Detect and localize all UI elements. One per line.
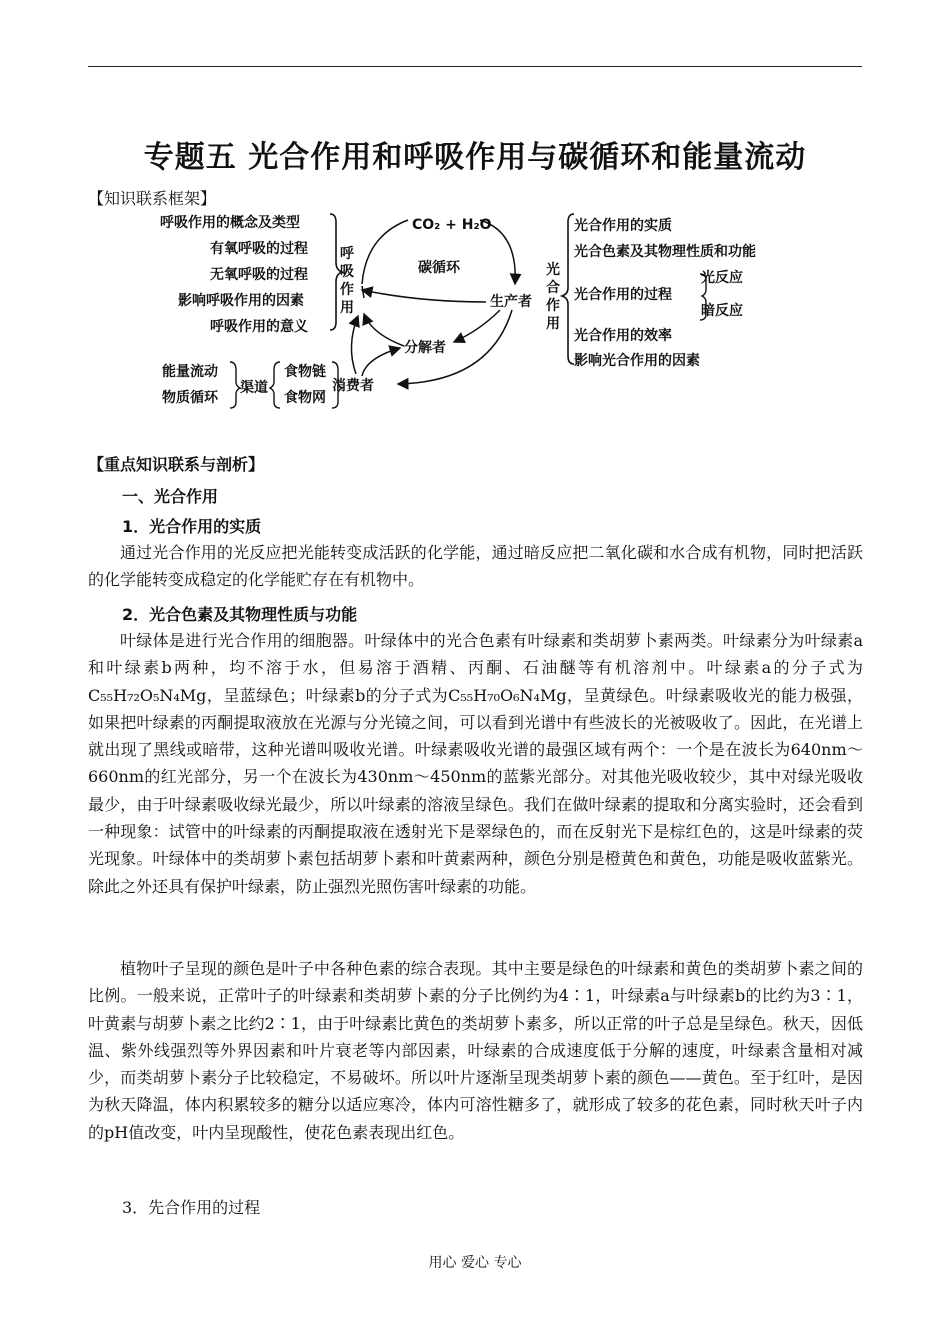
arrow-producer-to-respiration xyxy=(362,290,486,302)
paragraph-3: 植物叶子呈现的颜色是叶子中各种色素的综合表现。其中主要是绿色的叶绿素和黄色的类胡萝卜素之间的比例。一般来说，正常叶子的叶绿素和类胡萝卜素的分子比例约为4∶1，叶绿素a与叶绿素b的比约为3∶1，叶黄素与胡萝卜素之比约2∶1，由于叶绿素比黄色的类胡萝卜素多，所以正常的叶子总是呈绿色。秋天，因低温、紫外线强烈等外界因素和叶片衰老等内部因素，叶绿素的合成速度低于分解的速度，叶绿素含量相对减少，而类胡萝卜素分子比较稳定，不易破坏。所以叶片逐渐呈现类胡萝卜素的颜色——黄色。至于红叶，是因为秋天降温，体内积累较多的糖分以适应寒冷，体内可溶性糖多了，就形成了较多的花色素，同时秋天叶子内的pH值改变，叶内呈现酸性，使花色素表现出红色。 xyxy=(88,959,863,1142)
subheading-3: 3．先合作用的过程 xyxy=(122,1198,261,1217)
page-footer: 用心 爱心 专心 xyxy=(428,1255,522,1271)
photo-topic-5: 影响光合作用的因素 xyxy=(574,353,700,369)
subheading-2: 2．光合色素及其物理性质与功能 xyxy=(122,605,358,624)
channel-label: 渠道 xyxy=(240,380,268,396)
arrow-consumer-to-respiration xyxy=(351,316,358,374)
decomposer-label: 分解者 xyxy=(404,340,446,356)
part-heading: 一、光合作用 xyxy=(122,487,219,506)
energy-brace xyxy=(230,362,240,408)
energy-flow-label: 能量流动 xyxy=(162,364,218,380)
arrow-respiration-stem xyxy=(362,286,364,298)
photo-label-2: 合 xyxy=(546,280,560,296)
resp-topic-4: 影响呼吸作用的因素 xyxy=(178,293,304,309)
resp-topic-2: 有氧呼吸的过程 xyxy=(210,241,308,257)
arrow-producer-to-decomposer xyxy=(454,310,500,342)
section-heading: 【重点知识联系与剖析】 xyxy=(88,455,265,474)
resp-topic-3: 无氧呼吸的过程 xyxy=(210,267,308,283)
consumer-label: 消费者 xyxy=(332,378,374,394)
arrow-respiration-to-co2 xyxy=(362,220,408,284)
page-title: 专题五 光合作用和呼吸作用与碳循环和能量流动 xyxy=(143,140,807,175)
channel-brace xyxy=(270,362,280,408)
resp-label-2: 吸 xyxy=(340,264,354,280)
paragraph-2: 叶绿体是进行光合作用的细胞器。叶绿体中的光合色素有叶绿素和类胡萝卜素两类。叶绿素分为叶绿素a和叶绿素b两种，均不溶于水，但易溶于酒精、丙酮、石油醚等有机溶剂中。叶绿素a的分子式为C₅₅H₇₂O₅N₄Mg，呈蓝绿色；叶绿素b的分子式为C₅₅H₇₀O₆N₄Mg，呈黄绿色。叶绿素吸收光的能力极强，如果把叶绿素的丙酮提取液放在光源与分光镜之间，可以看到光谱中有些波长的光被吸收了。因此，在光谱上就出现了黑线或暗带，这种光谱叫吸收光谱。叶绿素吸收光谱的最强区域有两个：一个是在波长为640nm～660nm的红光部分，另一个在波长为430nm～450nm的蓝紫光部分。对其他光吸收较少，其中对绿光吸收最少，由于叶绿素吸收绿光最少，所以叶绿素的溶液呈绿色。我们在做叶绿素的提取和分离实验时，还会看到一种现象：试管中的叶绿素的丙酮提取液在透射光下是翠绿色的，而在反射光下是棕红色的，这是叶绿素的荧光现象。叶绿体中的类胡萝卜素包括胡萝卜素和叶黄素两种，颜色分别是橙黄色和黄色，功能是吸收蓝紫光。除此之外还具有保护叶绿素，防止强烈光照伤害叶绿素的功能。 xyxy=(88,631,863,896)
photo-topic-1: 光合作用的实质 xyxy=(574,218,672,234)
resp-label-1: 呼 xyxy=(340,246,354,262)
paragraph-1: 通过光合作用的光反应把光能转变成活跃的化学能，通过暗反应把二氧化碳和水合成有机物，同时把活跃的化学能转变成稳定的化学能贮存在有机物中。 xyxy=(88,543,863,590)
light-reaction-label: 光反应 xyxy=(701,270,743,286)
photo-topic-2: 光合色素及其物理性质和功能 xyxy=(574,244,756,260)
co2-h2o-label: CO₂ + H₂O xyxy=(412,217,492,233)
arrow-consumer-to-decomposer xyxy=(362,348,400,376)
photo-topic-4: 光合作用的效率 xyxy=(574,328,672,344)
photo-label-3: 作 xyxy=(546,298,560,314)
subheading-1: 1．光合作用的实质 xyxy=(122,517,262,536)
photo-topic-3: 光合作用的过程 xyxy=(574,287,672,303)
food-web-label: 食物网 xyxy=(284,390,326,406)
arrow-decomposer-to-respiration xyxy=(364,314,404,346)
resp-topic-1: 呼吸作用的概念及类型 xyxy=(160,215,300,231)
material-cycle-label: 物质循环 xyxy=(162,390,218,406)
resp-label-3: 作 xyxy=(340,282,354,298)
knowledge-framework-diagram xyxy=(150,206,800,412)
producer-label: 生产者 xyxy=(490,294,532,310)
dark-reaction-label: 暗反应 xyxy=(701,303,743,319)
header-rule xyxy=(88,66,862,67)
framework-heading: 【知识联系框架】 xyxy=(88,189,217,208)
photo-label-1: 光 xyxy=(546,262,560,278)
photo-label-4: 用 xyxy=(546,316,560,332)
carbon-cycle-label: 碳循环 xyxy=(418,260,460,276)
food-chain-label: 食物链 xyxy=(284,364,326,380)
resp-topic-5: 呼吸作用的意义 xyxy=(210,319,308,335)
photosynthesis-brace xyxy=(562,214,574,364)
resp-label-4: 用 xyxy=(340,300,354,316)
